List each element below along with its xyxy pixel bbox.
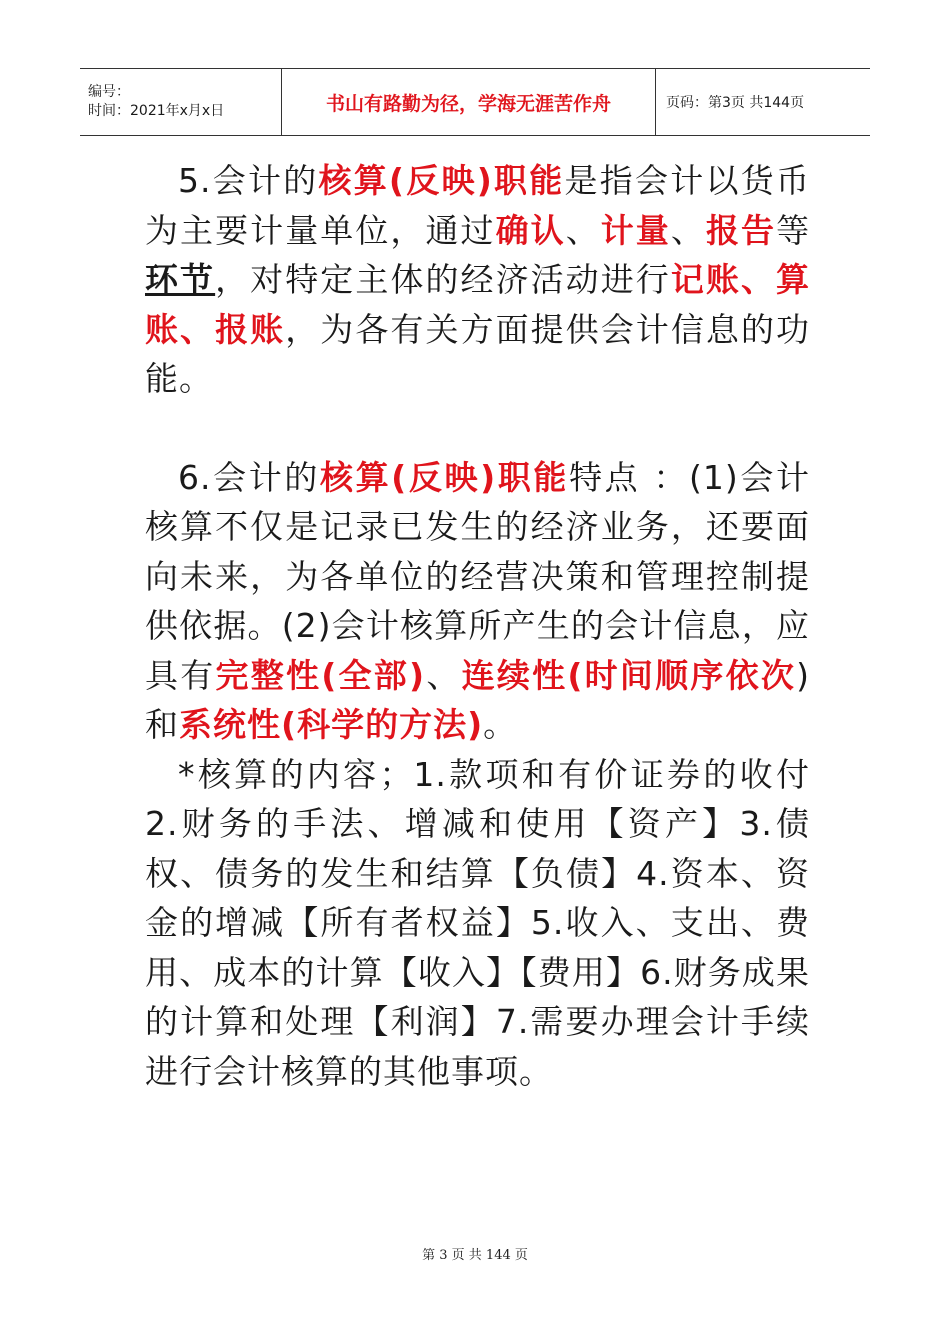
time-label: 时间：2021年x月x日 (88, 103, 225, 119)
para6-highlight-systematic: 系统性(科学的方法) (179, 705, 484, 744)
para6-text-3: 、 (425, 655, 462, 695)
paragraph-accounting-content: *核算的内容；1.款项和有价证券的收付 2.财务的手法、增减和使用【资产】3.债权、债务的发生和结算【负债】4.资本、资金的增减【所有者权益】5.收入、支出、费用、成本的计算【收入】【费用】6.财务成果的计算和处理【利润】7.需要办理会计手续进行会计核算的其他事项。 (145, 754, 810, 1091)
para5-text-4: 、 (670, 210, 706, 250)
para5-text-3: 、 (565, 210, 601, 250)
header-motto-cell (282, 69, 656, 135)
para6-text-5: 。 (483, 705, 518, 744)
header-motto: 书山有路勤为径，学海无涯苦作舟 (325, 92, 611, 115)
para5-text-2: 是指会计以货币为主要计量单位，通过 (145, 161, 810, 250)
document-body (145, 156, 810, 1096)
para5-text-7: ，为各有关方面提供会计信息的功能。 (145, 309, 811, 398)
para5-highlight-report: 报告 (705, 210, 777, 250)
para5-text-1: 5.会计的 (178, 161, 319, 200)
para6-highlight-function: 核算(反映)职能 (319, 457, 570, 497)
para5-underline-steps: 环节 (145, 260, 216, 299)
para5-highlight-confirm: 确认 (495, 210, 566, 250)
para5-highlight-function: 核算(反映)职能 (318, 161, 565, 200)
page-footer: 第 3 页 共 144 页 (422, 1248, 528, 1263)
para5-text-6: ，对特定主体的经济活动进行 (215, 260, 671, 299)
header-page-cell (656, 69, 870, 135)
paragraph-function-features (145, 453, 810, 750)
para5-highlight-measure: 计量 (600, 210, 671, 250)
para6-highlight-completeness: 完整性(全部) (215, 655, 426, 695)
number-label: 编号： (88, 84, 130, 100)
para5-text-5: 等 (776, 210, 811, 250)
para6-text-1: 6.会计的 (178, 457, 320, 497)
paragraph-accounting-function (145, 156, 810, 404)
para5-highlight-bookkeeping: 记账、算账、报账 (145, 260, 811, 349)
header-page-info: 页码：第3页 共144页 (666, 95, 805, 111)
header-meta (80, 69, 282, 135)
para6-highlight-continuity: 连续性(时间顺序依次 (461, 655, 797, 695)
para6-text-2: 特点 ：(1)会计核算不仅是记录已发生的经济业务，还要面向未来，为各单位的经营决策和管理控制提供依据。(2)会计核算所产生的会计信息，应具有 (145, 457, 810, 695)
page-header (80, 68, 870, 136)
para6-text-4: )和 (145, 655, 811, 744)
